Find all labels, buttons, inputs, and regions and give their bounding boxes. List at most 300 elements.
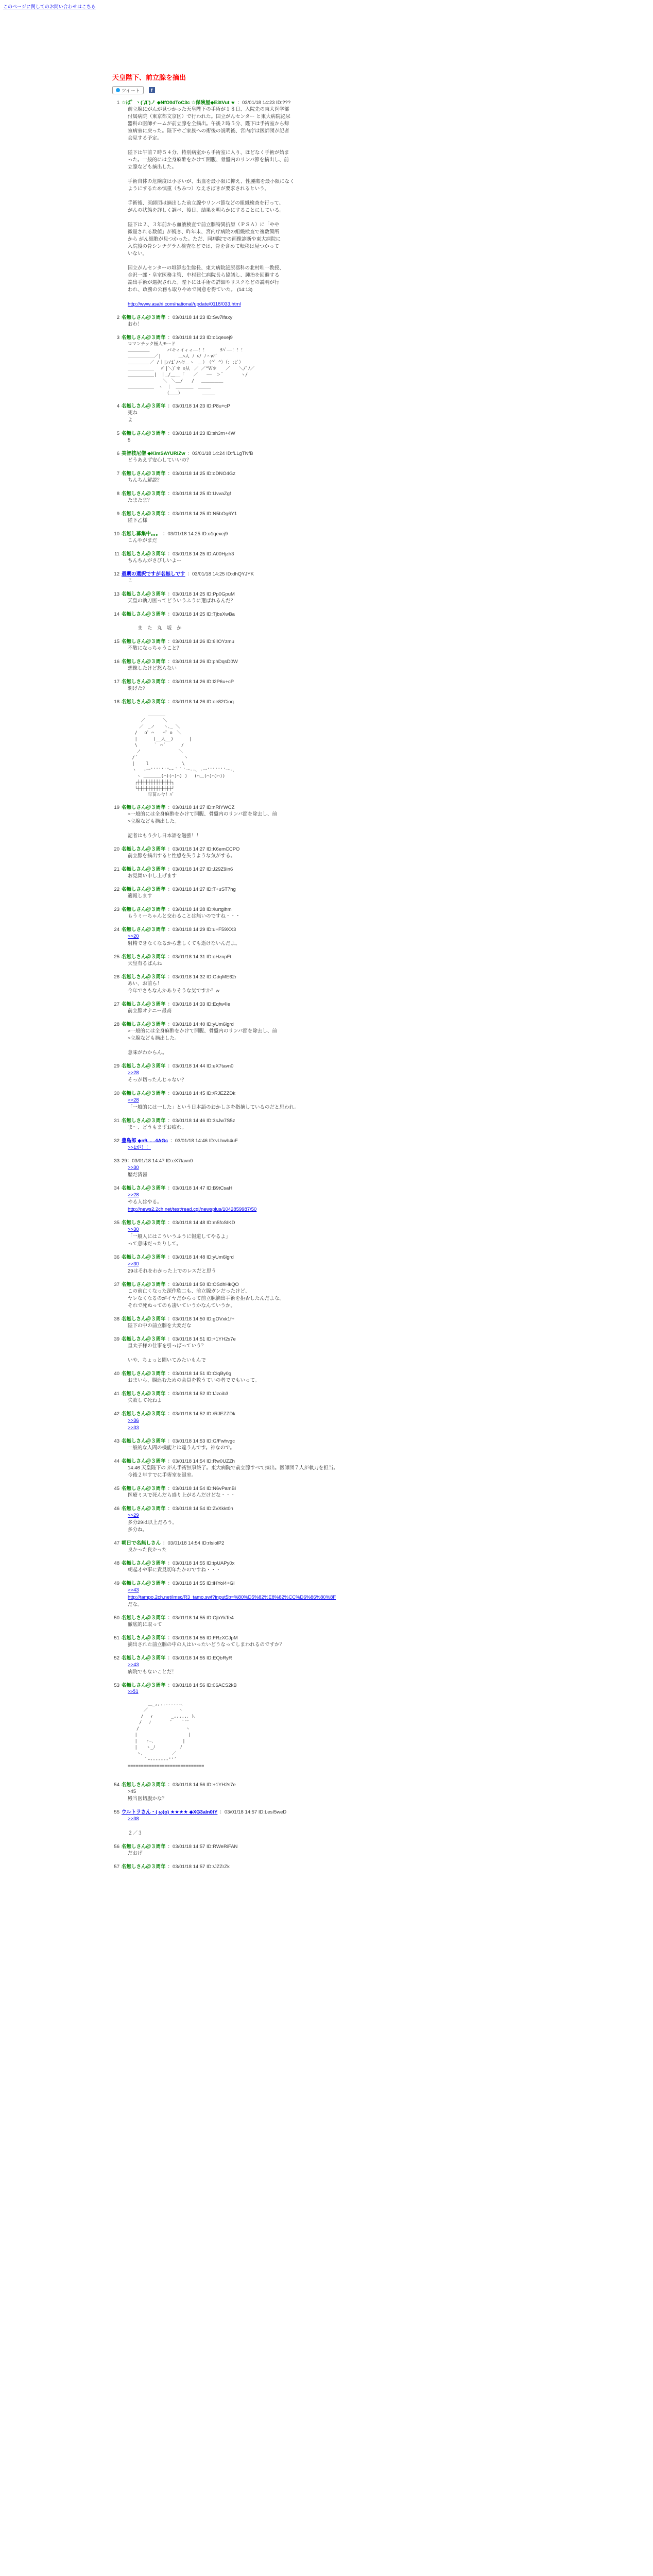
post-number[interactable]: 15 [114, 639, 119, 645]
post-body: たまたま？ [128, 498, 152, 503]
post-meta: ：03/01/18 14:31 ID:oHznpFt [167, 954, 232, 960]
post-number[interactable]: 7 [116, 471, 119, 477]
post [112, 1560, 555, 1574]
post-author: 名無しさん＠３周年 [122, 431, 166, 436]
reply-anchor-link[interactable]: >>30 [128, 1227, 139, 1232]
reply-anchor-link[interactable]: >>33 [128, 1425, 139, 1431]
post-number[interactable]: 30 [114, 1091, 119, 1096]
post-header [112, 1635, 555, 1641]
post [112, 1863, 555, 1870]
post-body [128, 1417, 555, 1432]
post-meta: ：03/01/18 14:51 ID:ClqBy0g [167, 1371, 232, 1377]
post-number[interactable]: 10 [114, 531, 119, 537]
post [112, 490, 555, 504]
post-header [112, 1370, 555, 1377]
post-body: 想像したけど怒らない [128, 666, 177, 671]
post [112, 1635, 555, 1649]
post-number[interactable]: 40 [114, 1371, 119, 1377]
post-body: 皇太子様の仕事を引っぱっていう？ いや、ちょっと聞いてみたいもんで [128, 1343, 207, 1363]
post-url-link[interactable]: http://www.asahi.com/national/update/0118/033.html [128, 301, 241, 307]
post-number[interactable]: 21 [114, 867, 119, 872]
post-meta: ：03/01/18 14:54 ID:N6vPamBi [167, 1486, 236, 1492]
reply-anchor-link[interactable]: >>30 [128, 1261, 139, 1267]
post-number[interactable]: 25 [114, 954, 119, 960]
post-author: 名無しさん＠３周年 [122, 1506, 166, 1512]
post-author: 名無しさん＠３周年 [122, 551, 166, 557]
post-header [112, 1316, 555, 1323]
post-number[interactable]: 32 [114, 1138, 119, 1144]
post-author: 名無しさん＠３周年 [122, 315, 166, 320]
post [112, 334, 555, 397]
post-number[interactable]: 53 [114, 1683, 119, 1688]
post [112, 1485, 555, 1499]
post-meta: ：03/01/18 14:25 ID:N5bOg6Y1 [167, 511, 237, 517]
post-body: ま た 丸 坂 か [128, 625, 182, 631]
post-author: 名無しさん＠３周年 [122, 1391, 166, 1397]
post-meta: ：03/01/18 14:25 ID:o1qexej9 [163, 531, 228, 537]
post-meta: ：03/01/18 14:57 ID:RWeRiFAN [167, 1844, 238, 1850]
post-number[interactable]: 16 [114, 659, 119, 665]
post-number[interactable]: 4 [116, 403, 119, 409]
post-url-link[interactable]: http://tampo.2ch.net/imsc/R3_tamo.swf?input5b=%80%D5%82%E8%82%CC%D6%86%80%8F [128, 1595, 336, 1600]
reply-anchor-link[interactable]: >>30 [128, 1165, 139, 1171]
post-body: >45 殿当医切腹かな？ [128, 1789, 167, 1802]
post-header [112, 1615, 555, 1621]
post-author: 名無しさん＠３周年 [122, 639, 166, 645]
post-header [112, 804, 555, 811]
post-header [112, 1485, 555, 1492]
post-body: 剃げた? [128, 686, 145, 691]
post-meta: ：03/01/18 14:25 ID:A00Hjzh3 [167, 551, 234, 557]
post-meta: ：03/01/18 14:23 ID:Sw7ifaxy [167, 315, 233, 320]
post-number[interactable]: 57 [114, 1864, 119, 1870]
post-body: こんやがまだ [128, 538, 158, 544]
post-author: 名無しさん＠３周年 [122, 511, 166, 517]
post [112, 470, 555, 484]
post-number[interactable]: 13 [114, 591, 119, 597]
post [112, 1458, 555, 1479]
post-number[interactable]: 35 [114, 1220, 119, 1226]
post-author[interactable]: 豊島郎 ◆n9......4AGc [122, 1138, 168, 1144]
post [112, 1316, 555, 1330]
post-header [112, 974, 555, 980]
post-number[interactable]: 54 [114, 1782, 119, 1788]
post-body: 5 [128, 437, 131, 443]
post-author: 名無しさん＠３周年 [122, 1091, 166, 1096]
post-number[interactable]: 43 [114, 1438, 119, 1444]
post [112, 866, 555, 880]
post-number[interactable]: 52 [114, 1655, 119, 1661]
post-header [112, 699, 555, 705]
post-number[interactable]: 17 [114, 679, 119, 685]
post-author: 名無しさん＠３周年 [122, 1255, 166, 1260]
post-meta: ：03/01/18 14:40 ID:yUm6lgrd [167, 1022, 234, 1027]
post-header [112, 1021, 555, 1028]
post-meta: ：03/01/18 14:47 ID:B9tCsaH [167, 1185, 233, 1191]
post-number[interactable]: 1 [116, 100, 119, 106]
post [112, 1411, 555, 1432]
post-header [112, 403, 555, 410]
post-body: >>51 ＿_,,..--‐‐‐-､ ／ ヽ / ｨ _,,,..､ ﾄ､ / ﾉ ´ ｀ﾞ ゙ / ヽ | | | r‐、 | | ヽ_ﾉ ﾉ ヽ、 ／ ｀ｰ-------''´ ============================= [128, 1689, 204, 1769]
post-meta: ：03/01/18 14:53 ID:G/Fwhvgc [167, 1438, 235, 1444]
post [112, 1336, 555, 1364]
post-header [112, 1458, 555, 1465]
post-number[interactable]: 31 [114, 1118, 119, 1124]
post-number[interactable]: 6 [116, 451, 119, 456]
post-body: 徹底的に取って [128, 1622, 162, 1628]
post-author: 名無しさん＠３周年 [122, 699, 166, 705]
post [112, 551, 555, 565]
post [112, 511, 555, 524]
post-meta: ：03/01/18 14:54 ID:ZvXkkt0n [167, 1506, 233, 1512]
post-header [112, 638, 555, 645]
reply-anchor-link[interactable]: >>28 [128, 1070, 139, 1076]
post-header [112, 450, 555, 457]
reply-anchor-link[interactable]: >>51 [128, 1689, 139, 1694]
post-header [112, 1281, 555, 1288]
post [112, 531, 555, 545]
post-meta: ：03/01/18 14:55 ID:CjbYkTe4 [167, 1615, 234, 1621]
post-number[interactable]: 42 [114, 1411, 119, 1417]
post-body: ロマンチック極人モード ＿＿＿＿＿ パキィイィィ――！！ ｻﾊﾞ――！！！ ＿＿＿＿＿＿／| ＿ﾍ人 ﾉ ﾙﾉ ﾉ＾∨ﾊﾞ ＿＿＿＿＿／ /｜|ﾝ/iﾞ/ﾍｲﾆ＿ヽ ＿） （^゜^）（：:ﾋﾟ） ＿＿＿＿＿＿ ﾊﾟ|＼)ﾞ＊ ﾙ从 ／ ／"Ｗ＊ ／ ＼/ﾞﾉ／ ＿＿＿＿＿＿| ｜_/＿__「 ／ ―― ＞¨ ヽ/ ＼ ＼＿/ / ＿＿＿＿＿ ＿＿＿＿＿＿ ヽ ｜ ＿＿＿＿ ＿＿＿ （＿＿） ＿＿＿ [128, 342, 255, 396]
reply-anchor-link[interactable]: >>43 [128, 1587, 139, 1593]
post-author: 名無しさん＠３周年 [122, 867, 166, 872]
post-number[interactable]: 28 [114, 1022, 119, 1027]
post-header [112, 1863, 555, 1870]
post-body: もうミーちゃんと交わることは無いのですね・・・ [128, 913, 240, 919]
post-body: お見舞い申し上げます [128, 873, 177, 879]
post-author: 名無しさん＠３周年 [122, 927, 166, 933]
share-bar [112, 86, 555, 94]
post-meta: ：03/01/18 14:48 ID:m5foSIKD [167, 1220, 235, 1226]
post-body: 陛下乙様 [128, 518, 148, 523]
post-number[interactable]: 33 [114, 1158, 119, 1164]
post-body: どうあえず安心していいの？ [128, 457, 192, 463]
post [112, 1540, 555, 1554]
reply-anchor-link[interactable]: >>28 [128, 1097, 139, 1103]
post-meta: ：03/01/18 14:57 ID:LesI5weD [219, 1809, 287, 1815]
post-number[interactable]: 18 [114, 699, 119, 705]
post-meta: ：03/01/18 14:50 ID:OSdhHkQO [167, 1282, 239, 1287]
post-header [112, 571, 555, 578]
post [112, 658, 555, 672]
post-body: >>30 「一般人にはこういうふうに報道してやるよ」 って意味だったりして。 [128, 1227, 231, 1247]
post-meta: ：03/01/18 14:46 ID:3sJw7S5z [167, 1118, 235, 1124]
post-body: >>29 多分29は以上だろう。 多分ね。 [128, 1513, 178, 1533]
post [112, 571, 555, 585]
post-header [112, 1185, 555, 1192]
post-author: 名無しさん＠３周年 [122, 659, 166, 665]
post-meta: ：03/01/18 14:25 ID:dhQYJYK [187, 571, 254, 577]
post-body: 14:46 天皇陛下の がん手術無事終了。東大病院で前立腺すべて摘出。医師団７人が執刀を担当。 今後２年すでに手術室を退室。 [128, 1465, 338, 1478]
post-body: 適報します [128, 893, 152, 899]
post-number[interactable]: 20 [114, 846, 119, 852]
post-meta: ：03/01/18 14:50 ID:gOVxk1f+ [167, 1316, 235, 1322]
post-header [112, 1090, 555, 1097]
post-author: 朝日で名無しさん [122, 1540, 161, 1546]
post-header [112, 430, 555, 437]
post [112, 1782, 555, 1803]
post-author: 名無しさん＠３周年 [122, 954, 166, 960]
post-author: 名無しさん＠３周年 [122, 1022, 166, 1027]
post-header [112, 954, 555, 960]
post-number[interactable]: 11 [114, 551, 119, 557]
post-meta: ：03/01/18 14:25 ID:TjbsXwBa [167, 612, 235, 617]
post [112, 679, 555, 692]
post [112, 1615, 555, 1629]
post-author: 名無しさん＠３周年 [122, 1683, 166, 1688]
post-body: >>28 やる人はやる。 http://news2.2ch.net/test/read.cgi/newsplus/1042859987/50 [128, 1192, 257, 1212]
post-author: 名無しさん＠３周年 [122, 1655, 166, 1661]
post [112, 1063, 555, 1084]
post-number[interactable]: 2 [116, 315, 119, 320]
post-number[interactable]: 51 [114, 1635, 119, 1641]
post-number[interactable]: 46 [114, 1506, 119, 1512]
post-meta: ：03/01/18 14:57 ID:/JZZrZk [167, 1864, 230, 1870]
post-author: 名無しさん＠３周年 [122, 1486, 166, 1492]
post [112, 611, 555, 632]
post [112, 1391, 555, 1404]
post-meta: ：03/01/18 14:32 ID:GdqME62r [167, 974, 237, 980]
post-number[interactable]: 14 [114, 612, 119, 617]
post-meta: ：03/01/18 14:26 ID:6iIOYzmu [167, 639, 234, 645]
post-meta: ：03/01/18 14:56 ID:+1YH2s7e [167, 1782, 236, 1788]
post-number[interactable]: 12 [114, 571, 119, 577]
post-number[interactable]: 9 [116, 511, 119, 517]
post-author: 名無しさん＠３周年 [122, 679, 166, 685]
post-meta: ：03/01/18 14:26 ID:phDqsD0W [167, 659, 238, 665]
post-header [112, 1254, 555, 1261]
post-author: 名無しさん＠３周年 [122, 612, 166, 617]
tweet-label: ツイート [122, 88, 140, 93]
contact-link[interactable]: このページに関してのお問い合わせはこちら [3, 4, 96, 9]
post-body: こ [128, 578, 133, 584]
post-author: 名無しさん＠３周年 [122, 846, 166, 852]
post-number[interactable]: 45 [114, 1486, 119, 1492]
post-body: あい、お前ら！ 今年でさもなんかありそうな気ですか？w [128, 981, 219, 994]
post-body: >>28 そっが切ったんじゃない？ [128, 1070, 187, 1083]
post-author: 名無しさん＠３周年 [122, 805, 166, 810]
post-body: >>20 射精できなくなるから悲しくても逝けないんだよ。 [128, 934, 240, 946]
post-meta: ：03/01/18 14:23 ID:P8u+cP [167, 403, 230, 409]
post-body [128, 1144, 555, 1151]
post-number[interactable]: 36 [114, 1255, 119, 1260]
post-meta: ：03/01/18 14:27 ID:T+uST7hg [167, 887, 236, 892]
post-number[interactable]: 34 [114, 1185, 119, 1191]
post-author: 名無しさん＠３周年 [122, 1782, 166, 1788]
post-header [112, 1580, 555, 1587]
post-meta: ：03/01/18 14:25 ID:oDNO4Gz [167, 471, 236, 477]
post-header [112, 1063, 555, 1070]
post-body: だおげ [128, 1851, 143, 1856]
reply-anchor-link[interactable]: >>43 [128, 1662, 139, 1668]
post-header [112, 490, 555, 497]
post-header [112, 1219, 555, 1226]
tweet-button[interactable] [112, 86, 144, 94]
post-author: 美智枝尼僧 ◆KimSAYURIZw [122, 451, 185, 456]
post-author: 名無し募集中。。。 [122, 531, 161, 537]
post-header [112, 1655, 555, 1662]
post-author: 名無しさん＠３周年 [122, 1615, 166, 1621]
post-number[interactable]: 19 [114, 805, 119, 810]
post-author: 名無しさん＠３周年 [122, 1411, 166, 1417]
post-author[interactable]: 最期の選択ですが名無しです [122, 571, 185, 577]
post [112, 886, 555, 900]
post [112, 974, 555, 995]
post-body: ちんちんがさびしいよー [128, 558, 182, 564]
post-header [112, 1158, 555, 1164]
post-author: 名無しさん＠３周年 [122, 1371, 166, 1377]
post [112, 1438, 555, 1452]
post-author: 名無しさん＠３周年 [122, 1438, 166, 1444]
post-body: 陛下の中の前立腺を大変だな [128, 1323, 192, 1329]
post-author: 名無しさん＠３周年 [122, 403, 166, 409]
post-body: 朝起才や事に責見切年たかのですね・・・ [128, 1567, 221, 1573]
reply-anchor-link[interactable]: >>28 [128, 1192, 139, 1198]
facebook-share-button[interactable]: f [149, 87, 155, 93]
post-author: 名無しさん＠３周年 [122, 1459, 166, 1464]
post [112, 1281, 555, 1310]
post [112, 1219, 555, 1248]
post-body: 前立腺オナニー最高 [128, 1008, 172, 1014]
post-url-link[interactable]: http://news2.2ch.net/test/read.cgi/newsplus/1042859987/50 [128, 1207, 257, 1212]
post [112, 1117, 555, 1131]
post [112, 1655, 555, 1676]
post-author: 名無しさん＠３周年 [122, 1561, 166, 1566]
post-number[interactable]: 41 [114, 1391, 119, 1397]
post-meta: ：03/01/18 14:28 ID:/iurtgihm [167, 907, 232, 912]
post-body: ちんちん解説？ [128, 478, 162, 483]
post-meta: ：03/01/18 14:55 ID:tpUAPy0x [167, 1561, 235, 1566]
post-body: この前亡くなった深作欣二も、前立腺ガンだったけど、 ヤレなくなるのがイヤだからって前立腺摘出手術を拒否したんだよな。 それで死ぬってのも凄いていうかなんていうか。 [128, 1289, 284, 1309]
reply-anchor-link[interactable]: >>20 [128, 934, 139, 939]
post-meta: ：03/01/18 14:54 ID:rIsiolP2 [163, 1540, 225, 1546]
post-number[interactable]: 22 [114, 887, 119, 892]
post [112, 846, 555, 860]
thread-title: 天皇陛下、前立腺を摘出 [112, 74, 186, 81]
post-body: 一般的な人間の機能とは違うんです。神なので。 [128, 1445, 235, 1451]
post-number[interactable]: 37 [114, 1282, 119, 1287]
post-author: 名無しさん＠３周年 [122, 491, 166, 497]
post-header [112, 679, 555, 685]
post-number[interactable]: 23 [114, 907, 119, 912]
post [112, 1158, 555, 1179]
post-body: >>43 病院でもないことだ！ [128, 1662, 177, 1675]
post-author: 名無しさん＠３周年 [122, 1220, 166, 1226]
post [112, 1843, 555, 1857]
reply-anchor-link[interactable]: >>38 [128, 1816, 139, 1822]
post [112, 906, 555, 920]
post-author: 名無しさん＠３周年 [122, 1581, 166, 1586]
post-header [112, 511, 555, 517]
post [112, 804, 555, 840]
post [112, 314, 555, 328]
post-header [112, 1843, 555, 1850]
post-meta: ：03/01/18 14:51 ID:+1YH2s7e [167, 1336, 236, 1342]
post-author: 名無しさん＠３周年 [122, 887, 166, 892]
post-header [112, 1809, 555, 1816]
post-body: 前立腺にがんが見つかった天皇陛下の手術が１８日、入院先の東大医学部 付属病院（東京都文京区）で行われた。国立がんセンター と東大病院泌尿 器科の医師チームが前立腺を全摘出。午後２時５分、陛下は手術室から帰 室病室に戻った。陛下やご家族への術後の説明後、宮内庁は医師団が記者 会見する予定。 陛下は午前７時５４分、特別病室から手術室に入り、ほどなく手術が始ま った。一般的には全身麻酔をかけて開腹、骨盤内のリンパ節を摘出し、前 立腺なども摘出した。 手術自体の危険度は小さいが、出血を最小限に抑え、性腫瘍を最小限になく ようにするため慎重（ちみつ）なえさばきが要求されるという。 手術後、医師団は摘出した前立腺やリンパ節などの組織検査を行って、 がんの状態を詳しく調べ、後日、結果を明らかにすることにしている。 陛下は２、３年前から血液検査で前立腺特異抗原（ＰＳＡ）に「やや 微量される数値」が続き、昨年末、宮内庁病院の組織検査で複数箇所 から がん細胞が見つかった。ただ、同病院での画像診断や東大病院に 入院後の骨シンチグラム検査などでは、骨を含めて転移は見つかって いない。 国立がんセンターの垣添忠生総長、東大病院泌尿器科の北村唯一教授、 金沢一郎・皇室医務主管、中村建仁病院長ら協議し、腫治を回避する 論出手術が選択された。陛下には手術の詳細やリスクなどの説明が行 われ、政務の公務も取りやめで同意を得ていた。 (14:13) http://www.asahi.com/national/update/0118/033.html [128, 107, 295, 307]
post-body: おわ！ [128, 321, 143, 327]
post-body: ま～、どうもまずお疲れ。 [128, 1125, 187, 1130]
post-meta: ：03/01/18 14:27 ID:nRiYWCZ [167, 805, 235, 810]
post-body: 前立腺を摘出すると性感を失うような気がする。 [128, 853, 236, 859]
post-body: >>38 ２／３ [128, 1816, 143, 1836]
reply-anchor-link[interactable]: >>29 [128, 1513, 139, 1518]
post-header [112, 1540, 555, 1547]
post-number[interactable]: 50 [114, 1615, 119, 1621]
post-author: 名無しさん＠３周年 [122, 974, 166, 980]
post-number[interactable]: 24 [114, 927, 119, 933]
reply-anchor-link[interactable]: >>36 [128, 1418, 139, 1423]
thread [112, 72, 555, 1876]
post-header [112, 591, 555, 598]
post-author[interactable]: ウルトラさん・( ω)o) ★★★★ ◆XG3aIn0tY [122, 1809, 218, 1815]
post-number[interactable]: 38 [114, 1316, 119, 1322]
post [112, 1254, 555, 1275]
post-number[interactable]: 29 [114, 1063, 119, 1069]
post-author: 名無しさん＠３周年 [122, 471, 166, 477]
post-meta: 29：03/01/18 14:47 ID:eX7tavn0 [122, 1158, 193, 1164]
post-number[interactable]: 26 [114, 974, 119, 980]
post-number[interactable]: 48 [114, 1561, 119, 1566]
post-body: >一般的には全身麻酔をかけて開腹、骨盤内のリンパ節を除去し、前 >立腺なども摘出した。 記者はもう少し日本語を勉強！！ [128, 811, 277, 839]
post-header [112, 1505, 555, 1512]
post-number[interactable]: 55 [114, 1809, 119, 1815]
post-header [112, 1411, 555, 1417]
post-number[interactable]: 39 [114, 1336, 119, 1342]
post-number[interactable]: 27 [114, 1002, 119, 1007]
post-header [112, 551, 555, 557]
post [112, 1809, 555, 1837]
post-number[interactable]: 44 [114, 1459, 119, 1464]
post-body: >>30 29はそれをわかった上でのレスだと思う [128, 1261, 216, 1274]
post-header [112, 99, 555, 106]
post-number[interactable]: 47 [114, 1540, 119, 1546]
post [112, 1370, 555, 1384]
post-number[interactable]: 56 [114, 1844, 119, 1850]
post-author: 名無しさん＠３周年 [122, 1844, 166, 1850]
post [112, 1138, 555, 1151]
post [112, 699, 555, 798]
reply-anchor-link[interactable]: >>1が！！ [128, 1145, 151, 1150]
post-number[interactable]: 49 [114, 1581, 119, 1586]
post-number[interactable]: 5 [116, 431, 119, 436]
post-meta: ：03/01/18 14:52 ID:fJzoib3 [167, 1391, 229, 1397]
post-meta: ：03/01/18 14:54 ID:Rw0UZZh [167, 1459, 235, 1464]
post-number[interactable]: 8 [116, 491, 119, 497]
post [112, 591, 555, 605]
post-body: 良かった良かった [128, 1547, 167, 1553]
post-author: 名無しさん＠３周年 [122, 1316, 166, 1322]
post-header [112, 470, 555, 477]
post [112, 1021, 555, 1057]
post-author: 名無しさん＠３周年 [122, 1336, 166, 1342]
post-header [112, 1138, 555, 1144]
post-meta: ：03/01/18 14:26 ID:oe82Cioq [167, 699, 234, 705]
post [112, 1001, 555, 1015]
post-author: 名無しさん＠３周年 [122, 1118, 166, 1124]
post [112, 450, 555, 464]
post-meta: ：03/01/18 14:24 ID:fLLgTNfB [187, 451, 253, 456]
post-header [112, 658, 555, 665]
post-meta: ：03/01/18 14:52 ID:/RJEZZDk [167, 1411, 235, 1417]
post-header [112, 866, 555, 873]
post-header [112, 334, 555, 341]
post-number[interactable]: 3 [116, 335, 119, 341]
twitter-bird-icon [116, 88, 120, 92]
post-meta: ：03/01/18 14:26 ID:l2P6u+cP [167, 679, 234, 685]
